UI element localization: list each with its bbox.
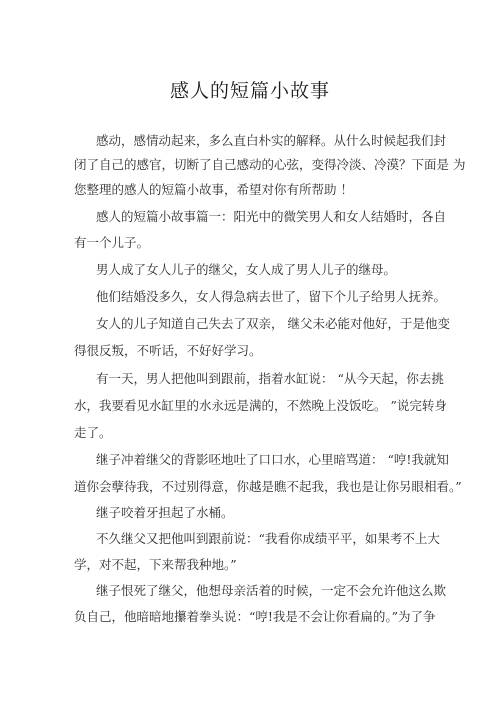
text-line: 感人的短篇小故事篇一：阳光中的微笑男人和女人结婚时，各自 <box>96 209 447 224</box>
text-line: 学，对不起，下来帮我种地。” <box>74 557 237 572</box>
text-line: 继子恨死了继父，他想母亲活着的时候，一定不会允许他这么欺 <box>96 583 447 598</box>
text-line: 负自己，他暗暗地攥着拳头说：“哼!我是不会让你看扁的。”为了争 <box>74 609 436 624</box>
text-line: 不久继父又把他叫到跟前说：“我看你成绩平平，如果考不上大 <box>96 531 440 546</box>
text-line: 继子冲着继父的背影呸地吐了口口水，心里暗骂道： “哼!我就知 <box>96 452 449 467</box>
text-line: 继子咬着牙担起了水桶。 <box>96 505 234 520</box>
text-line: 闭了自己的感官，切断了自己感动的心弦，变得冷淡、冷漠？下面是 为 <box>74 157 466 172</box>
text-line: 道你会孽待我，不过别得意，你越是瞧不起我，我也是让你另眼相看。” <box>74 479 462 494</box>
text-line: 有一天，男人把他叫到跟前，指着水缸说： “从今天起，你去挑 <box>96 371 444 386</box>
text-line: 有一个儿子。 <box>74 235 150 250</box>
text-line: 女人的儿子知道自己失去了双亲， 继父未必能对他好，于是他变 <box>96 316 450 331</box>
text-line: 得很反叛，不听话，不好好学习。 <box>74 343 262 358</box>
text-line: 男人成了女人儿子的继父，女人成了男人儿子的继母。 <box>96 262 397 277</box>
text-line: 走了。 <box>74 425 112 440</box>
text-line: 他们结婚没多久，女人得急病去世了，留下个儿子给男人抚养。 <box>96 289 447 304</box>
text-line: 水，我要看见水缸里的水永远是满的，不然晚上没饭吃。 ”说完转身 <box>74 398 447 413</box>
text-line: 感动，感情动起来，多么直白朴实的解释。从什么时候起我们封 <box>96 133 447 148</box>
document-title: 感人的短篇小故事 <box>169 80 330 102</box>
text-line: 您整理的感人的短篇小故事，希望对你有所帮助 ！ <box>74 182 353 197</box>
